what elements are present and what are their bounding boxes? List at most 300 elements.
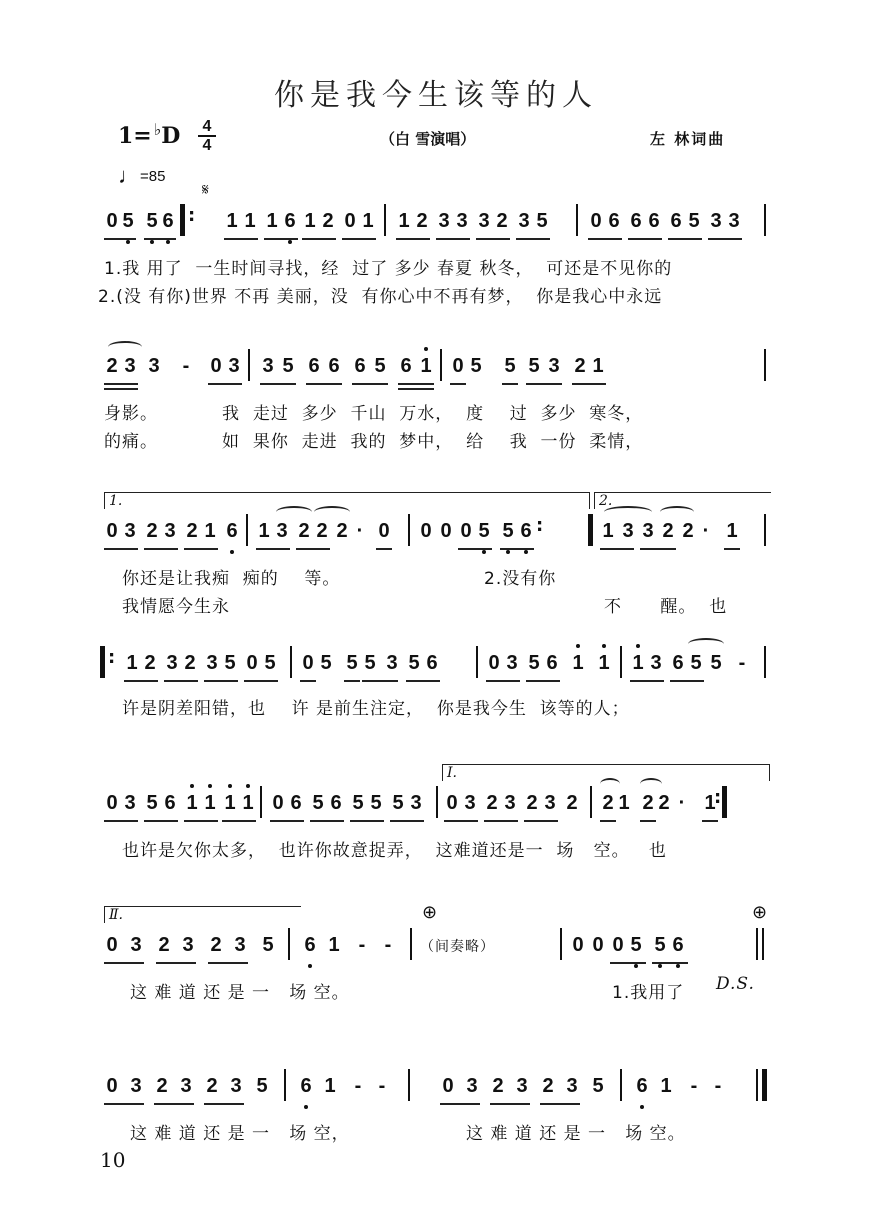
lyric-line: 2.没有你 bbox=[484, 569, 557, 589]
note: 1 bbox=[266, 210, 278, 232]
note: 3 bbox=[728, 210, 740, 232]
beam-underline bbox=[144, 548, 178, 550]
note: 2 bbox=[662, 520, 674, 542]
beam-underline bbox=[708, 238, 742, 240]
note: 3 bbox=[622, 520, 634, 542]
note: 6 bbox=[630, 210, 642, 232]
beam-underline bbox=[296, 548, 330, 550]
note: 5 bbox=[470, 355, 482, 377]
beam-underline bbox=[350, 820, 384, 822]
low-octave-dot-icon bbox=[126, 240, 130, 244]
note: 1 bbox=[202, 790, 218, 816]
high-octave-dot-icon bbox=[208, 784, 212, 788]
note: 0 bbox=[344, 210, 356, 232]
note: 3 bbox=[650, 652, 662, 674]
note: 5 bbox=[528, 652, 540, 674]
note: 3 bbox=[148, 355, 160, 377]
note: 2 bbox=[184, 652, 196, 674]
note: 5 bbox=[476, 518, 492, 544]
note: 3 bbox=[130, 934, 142, 956]
beam-underline bbox=[524, 820, 558, 822]
lyric-line: 1.我 用了 一生时间寻找，经 过了 多少 春夏 秋冬， 可还是不见你的 bbox=[104, 259, 673, 279]
note: 2 bbox=[210, 934, 222, 956]
note: 1 bbox=[240, 790, 256, 816]
beam-underline bbox=[516, 238, 550, 240]
time-bottom: 4 bbox=[198, 135, 216, 154]
repeat-dots-icon: : bbox=[108, 647, 116, 668]
flat-symbol-icon: ♭ bbox=[153, 120, 162, 139]
lyric-line: 不 醒。 也 bbox=[604, 597, 728, 617]
high-octave-dot-icon bbox=[190, 784, 194, 788]
beam-underline bbox=[104, 238, 136, 240]
note: 1 bbox=[324, 1075, 336, 1097]
note: 5 bbox=[146, 792, 158, 814]
note: 6 bbox=[290, 792, 302, 814]
note: 2 bbox=[602, 792, 614, 814]
note: 2 bbox=[642, 792, 654, 814]
note: 2 bbox=[156, 1075, 168, 1097]
note: 0 bbox=[442, 1075, 454, 1097]
note: 5 bbox=[592, 1075, 604, 1097]
note: 2 bbox=[206, 1075, 218, 1097]
note: 5 bbox=[264, 652, 276, 674]
time-signature bbox=[198, 118, 216, 154]
beam-underline bbox=[610, 962, 646, 964]
note: 3 bbox=[464, 792, 476, 814]
note: 3 bbox=[230, 1075, 242, 1097]
beam-underline bbox=[540, 1103, 580, 1105]
barline bbox=[284, 1069, 286, 1101]
lyric-line: 许是阴差阳错，也 许 是前生注定， 你是我今生 该等的人； bbox=[122, 699, 630, 719]
note: 1 bbox=[592, 355, 604, 377]
beam-underline bbox=[300, 680, 316, 682]
barline bbox=[408, 514, 410, 546]
singer-credit: （白 雪演唱） bbox=[380, 130, 476, 148]
beam-underline bbox=[144, 238, 176, 240]
note: 6 bbox=[328, 355, 340, 377]
note: 0 bbox=[106, 520, 118, 542]
dash: - bbox=[378, 1075, 386, 1097]
beam-underline bbox=[502, 383, 518, 385]
note: 5 bbox=[262, 934, 274, 956]
note: 6 bbox=[308, 355, 320, 377]
tempo-marking bbox=[118, 163, 165, 189]
beam-underline bbox=[104, 962, 144, 964]
dash: - bbox=[384, 934, 392, 956]
note: 3 bbox=[276, 520, 288, 542]
beam-underline bbox=[260, 383, 296, 385]
note: 6 bbox=[160, 208, 176, 234]
barline bbox=[590, 786, 592, 818]
note: 6 bbox=[648, 210, 660, 232]
dash: - bbox=[354, 1075, 362, 1097]
note: 3 bbox=[166, 652, 178, 674]
note: 3 bbox=[710, 210, 722, 232]
note: 5 bbox=[256, 1075, 268, 1097]
note: 6 bbox=[302, 932, 318, 958]
note: 5 bbox=[224, 652, 236, 674]
note: 3 bbox=[518, 210, 530, 232]
note: 5 bbox=[120, 208, 136, 234]
note: 2 bbox=[574, 355, 586, 377]
dash: - bbox=[358, 934, 366, 956]
beam-underline bbox=[444, 820, 478, 822]
note: 2 bbox=[146, 520, 158, 542]
barline bbox=[764, 204, 766, 236]
note: 5 bbox=[282, 355, 294, 377]
barline bbox=[436, 786, 438, 818]
note: 3 bbox=[234, 934, 246, 956]
note: 2 bbox=[144, 652, 156, 674]
note: 2 bbox=[658, 792, 670, 814]
beam-underline bbox=[208, 962, 248, 964]
note: 5 bbox=[364, 652, 376, 674]
note: 3 bbox=[130, 1075, 142, 1097]
note: 5 bbox=[536, 210, 548, 232]
beam-underline bbox=[588, 238, 622, 240]
low-octave-dot-icon bbox=[230, 550, 234, 554]
repeat-dots-icon: : bbox=[536, 515, 544, 536]
low-octave-dot-icon bbox=[304, 1105, 308, 1109]
note: 3 bbox=[456, 210, 468, 232]
note: 3 bbox=[544, 792, 556, 814]
note: · bbox=[702, 520, 710, 542]
note: 6 bbox=[330, 792, 342, 814]
barline bbox=[576, 204, 578, 236]
barline bbox=[384, 204, 386, 236]
note: 5 bbox=[628, 932, 644, 958]
quarter-note-icon: ♩ bbox=[118, 163, 140, 188]
note: 2 bbox=[542, 1075, 554, 1097]
beam-underline bbox=[600, 548, 634, 550]
high-octave-dot-icon bbox=[576, 644, 580, 648]
barline bbox=[560, 928, 562, 960]
note: 3 bbox=[410, 792, 422, 814]
tempo-value: =85 bbox=[140, 168, 166, 185]
lyric-line: 1.我用了 bbox=[612, 983, 685, 1003]
beam-underline bbox=[104, 820, 138, 822]
lyric-line: 的痛。 如 果你 走进 我的 梦中， 给 我 一份 柔情， bbox=[104, 432, 644, 452]
barline bbox=[408, 1069, 410, 1101]
barline bbox=[260, 786, 262, 818]
note: 5 bbox=[312, 792, 324, 814]
beam-underline bbox=[104, 1103, 144, 1105]
note: 5 bbox=[710, 652, 722, 674]
song-title: 你是我今生该等的人 bbox=[274, 78, 598, 113]
beam-underline bbox=[526, 680, 560, 682]
low-octave-dot-icon bbox=[658, 964, 662, 968]
note: 0 bbox=[612, 934, 624, 956]
note: 5 bbox=[408, 652, 420, 674]
beam-underline bbox=[352, 383, 388, 385]
note: 0 bbox=[210, 355, 222, 377]
barline bbox=[288, 928, 290, 960]
note: 0 bbox=[420, 520, 432, 542]
note: 0 bbox=[440, 520, 452, 542]
note: 6 bbox=[518, 518, 534, 544]
repeat-dots-icon: : bbox=[714, 787, 722, 808]
barline bbox=[764, 646, 766, 678]
note: 2 bbox=[496, 210, 508, 232]
barline bbox=[756, 1069, 758, 1101]
barline bbox=[756, 928, 758, 960]
composer-credit: 左 林词曲 bbox=[650, 130, 726, 148]
low-octave-dot-icon bbox=[524, 550, 528, 554]
low-octave-dot-icon bbox=[676, 964, 680, 968]
note: 5 bbox=[688, 210, 700, 232]
beam-underline bbox=[490, 1103, 530, 1105]
note: 3 bbox=[548, 355, 560, 377]
beam-underline bbox=[256, 548, 290, 550]
note: 0 bbox=[572, 934, 584, 956]
note: 0 bbox=[488, 652, 500, 674]
note: 1 bbox=[222, 790, 238, 816]
beam-underline bbox=[628, 238, 662, 240]
note: 5 bbox=[370, 792, 382, 814]
note: 1 bbox=[418, 353, 434, 379]
note: 2 bbox=[486, 792, 498, 814]
lyric-line: 我情愿今生永 bbox=[122, 597, 230, 617]
note: 1 bbox=[126, 652, 138, 674]
note: 0 bbox=[246, 652, 258, 674]
note: 2 bbox=[106, 355, 118, 377]
barline bbox=[762, 928, 764, 960]
beam-underline bbox=[144, 820, 178, 822]
note: 1 bbox=[618, 792, 630, 814]
note: 6 bbox=[224, 518, 240, 544]
barline bbox=[440, 349, 442, 381]
note: 6 bbox=[608, 210, 620, 232]
barline bbox=[290, 646, 292, 678]
note: 5 bbox=[528, 355, 540, 377]
lyric-line: 这 难 道 还 是 一 场 空， bbox=[130, 1124, 350, 1144]
barline bbox=[476, 646, 478, 678]
note: 6 bbox=[546, 652, 558, 674]
beam-underline bbox=[398, 383, 434, 385]
barline bbox=[764, 349, 766, 381]
dash: - bbox=[714, 1075, 722, 1097]
note: 1 bbox=[704, 792, 716, 814]
staff-row bbox=[104, 647, 770, 719]
volta-label: 2. bbox=[599, 493, 613, 509]
staff-row bbox=[104, 1073, 770, 1144]
beam-underline bbox=[486, 680, 520, 682]
dash: - bbox=[690, 1075, 698, 1097]
note: 2 bbox=[492, 1075, 504, 1097]
beam-underline bbox=[640, 820, 656, 822]
beam-underline bbox=[306, 383, 342, 385]
beam-underline bbox=[156, 962, 196, 964]
note: 2 bbox=[316, 520, 328, 542]
note: 3 bbox=[228, 355, 240, 377]
note: 5 bbox=[346, 652, 358, 674]
barline bbox=[762, 1069, 767, 1101]
beam-underline bbox=[224, 238, 258, 240]
barline bbox=[620, 1069, 622, 1101]
volta-bracket bbox=[442, 764, 770, 781]
beam-underline bbox=[104, 548, 138, 550]
note: 1 bbox=[726, 520, 738, 542]
note: 6 bbox=[354, 355, 366, 377]
note: 1 bbox=[570, 650, 586, 676]
beam-underline bbox=[724, 548, 740, 550]
note: 6 bbox=[426, 652, 438, 674]
beam-underline bbox=[104, 388, 138, 390]
beam-underline bbox=[344, 680, 360, 682]
note: 6 bbox=[634, 1073, 650, 1099]
note: 0 bbox=[272, 792, 284, 814]
note: 1 bbox=[596, 650, 612, 676]
interlude-note: （间奏略） bbox=[420, 939, 495, 955]
dash: - bbox=[182, 355, 190, 377]
beam-underline bbox=[572, 383, 606, 385]
note: 5 bbox=[320, 652, 332, 674]
note: · bbox=[678, 792, 686, 814]
key-signature bbox=[118, 120, 180, 149]
low-octave-dot-icon bbox=[308, 964, 312, 968]
beam-underline bbox=[702, 820, 718, 822]
beam-underline bbox=[630, 680, 664, 682]
note: 0 bbox=[590, 210, 602, 232]
note: 5 bbox=[352, 792, 364, 814]
beam-underline bbox=[222, 820, 256, 822]
note: 1 bbox=[184, 790, 200, 816]
staff-row bbox=[104, 353, 770, 452]
lyric-line: 也许是欠你太多， 也许你故意捉弄， 这难道还是一 场 空。 也 bbox=[122, 841, 667, 861]
note: 3 bbox=[124, 520, 136, 542]
note: 0 bbox=[378, 520, 390, 542]
beam-underline bbox=[500, 548, 534, 550]
note: 0 bbox=[106, 934, 118, 956]
note: · bbox=[356, 520, 364, 542]
note: 1 bbox=[328, 934, 340, 956]
note: 0 bbox=[460, 520, 472, 542]
note: 3 bbox=[262, 355, 274, 377]
high-octave-dot-icon bbox=[636, 644, 640, 648]
beam-underline bbox=[640, 548, 676, 550]
note: 0 bbox=[106, 1075, 118, 1097]
note: 2 bbox=[322, 210, 334, 232]
note: 5 bbox=[690, 652, 702, 674]
note: 2 bbox=[682, 520, 694, 542]
note: 3 bbox=[506, 652, 518, 674]
note: 6 bbox=[164, 792, 176, 814]
key-label: 1= bbox=[118, 123, 152, 149]
note: 1 bbox=[398, 210, 410, 232]
barline bbox=[180, 204, 185, 236]
volta-label: Ⅱ. bbox=[109, 907, 123, 923]
volta-label: 1. bbox=[109, 493, 123, 509]
note: 2 bbox=[416, 210, 428, 232]
note: 5 bbox=[504, 355, 516, 377]
beam-underline bbox=[652, 962, 688, 964]
lyric-line: D.S. bbox=[716, 974, 755, 994]
note: 5 bbox=[652, 932, 668, 958]
beam-underline bbox=[302, 238, 336, 240]
low-octave-dot-icon bbox=[150, 240, 154, 244]
lyric-line: 这 难 道 还 是 一 场 空。 bbox=[466, 1124, 686, 1144]
slur-tie bbox=[688, 638, 724, 650]
note: 6 bbox=[400, 355, 412, 377]
beam-underline bbox=[184, 548, 218, 550]
barline bbox=[764, 514, 766, 546]
beam-underline bbox=[398, 388, 434, 390]
beam-underline bbox=[184, 820, 218, 822]
note: 3 bbox=[516, 1075, 528, 1097]
note: 1 bbox=[362, 210, 374, 232]
beam-underline bbox=[208, 383, 242, 385]
time-top: 4 bbox=[202, 118, 212, 135]
note: 1 bbox=[660, 1075, 672, 1097]
note: 2 bbox=[298, 520, 310, 542]
note: 3 bbox=[504, 792, 516, 814]
segno-icon: 𝄋 bbox=[202, 180, 209, 199]
slur-tie bbox=[108, 341, 142, 353]
beam-underline bbox=[154, 1103, 194, 1105]
note: 3 bbox=[642, 520, 654, 542]
note: 0 bbox=[592, 934, 604, 956]
note: 2 bbox=[336, 520, 348, 542]
beam-underline bbox=[390, 820, 424, 822]
beam-underline bbox=[396, 238, 430, 240]
note: 6 bbox=[670, 932, 686, 958]
staff-row bbox=[104, 765, 770, 861]
staff-row bbox=[98, 205, 770, 307]
beam-underline bbox=[450, 383, 466, 385]
note: 3 bbox=[386, 652, 398, 674]
note: 0 bbox=[452, 355, 464, 377]
low-octave-dot-icon bbox=[634, 964, 638, 968]
staff-row bbox=[104, 493, 770, 617]
barline bbox=[722, 786, 727, 818]
beam-underline bbox=[484, 820, 518, 822]
beam-underline bbox=[670, 680, 704, 682]
note: 1 bbox=[630, 650, 646, 676]
barline bbox=[588, 514, 593, 546]
barline bbox=[248, 349, 250, 381]
beam-underline bbox=[342, 238, 376, 240]
note: 6 bbox=[298, 1073, 314, 1099]
start-repeat-barline bbox=[100, 646, 105, 678]
high-octave-dot-icon bbox=[424, 347, 428, 351]
note: 6 bbox=[282, 208, 298, 234]
beam-underline bbox=[164, 680, 198, 682]
note: 0 bbox=[106, 210, 118, 232]
note: 5 bbox=[392, 792, 404, 814]
lyric-line: 这 难 道 还 是 一 场 空。 bbox=[130, 983, 350, 1003]
beam-underline bbox=[436, 238, 470, 240]
barline bbox=[246, 514, 248, 546]
coda-icon: ⊕ bbox=[752, 902, 768, 923]
note: 3 bbox=[124, 355, 136, 377]
beam-underline bbox=[204, 1103, 244, 1105]
high-octave-dot-icon bbox=[246, 784, 250, 788]
high-octave-dot-icon bbox=[602, 644, 606, 648]
barline bbox=[410, 928, 412, 960]
beam-underline bbox=[270, 820, 304, 822]
volta-bracket bbox=[104, 492, 590, 509]
coda-icon: ⊕ bbox=[422, 902, 438, 923]
page-number: 10 bbox=[100, 1148, 126, 1172]
note: 2 bbox=[186, 520, 198, 542]
note: 1 bbox=[226, 210, 238, 232]
beam-underline bbox=[124, 680, 158, 682]
low-octave-dot-icon bbox=[166, 240, 170, 244]
low-octave-dot-icon bbox=[506, 550, 510, 554]
note: 6 bbox=[672, 652, 684, 674]
high-octave-dot-icon bbox=[228, 784, 232, 788]
low-octave-dot-icon bbox=[288, 240, 292, 244]
